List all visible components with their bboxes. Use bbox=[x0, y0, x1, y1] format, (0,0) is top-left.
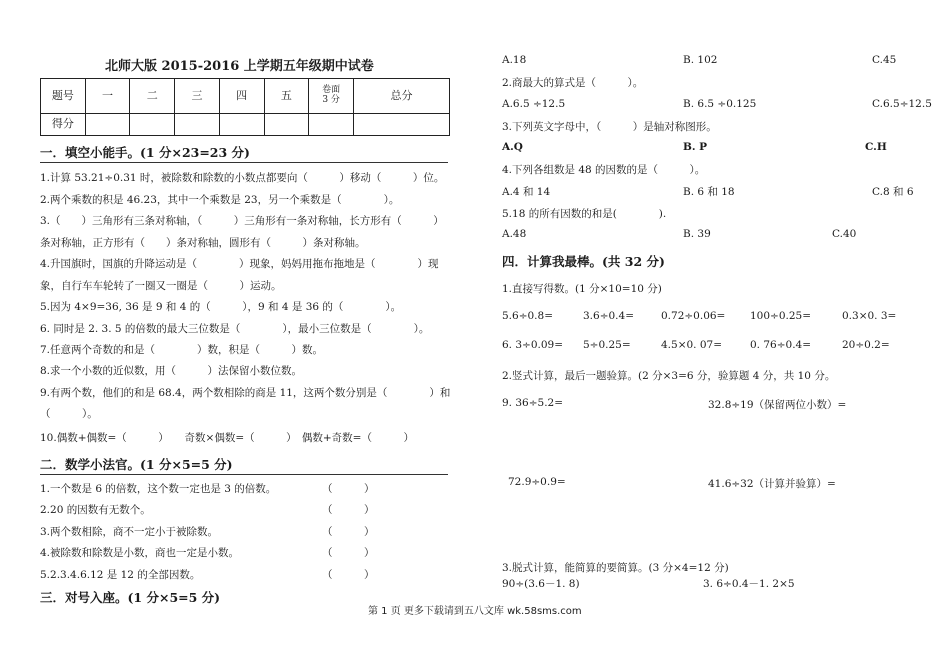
stepwise-calc-2: 3. 6÷0.4－1. 2×5 bbox=[703, 578, 795, 590]
score-table bbox=[40, 78, 450, 136]
choice-2-c: C.6.5÷12.5 bbox=[872, 98, 932, 110]
choice-3-c: C.H bbox=[865, 141, 887, 153]
calc-2-3: 4.5×0. 07= bbox=[661, 339, 723, 351]
choice-question-5: 5.18 的所有因数的和是( ). bbox=[502, 208, 667, 220]
choice-3-b: B. P bbox=[683, 141, 708, 153]
cell-label-question: 题号 bbox=[41, 79, 86, 114]
judge-item-1: 1.一个数是 6 的倍数，这个数一定也是 3 的倍数。 bbox=[40, 483, 277, 495]
vertical-calc-2: 32.8÷19（保留两位小数）= bbox=[708, 399, 847, 411]
cell-header-total: 总分 bbox=[354, 79, 450, 114]
calc-1-3: 0.72÷0.06= bbox=[661, 310, 726, 322]
judge-answer-2[interactable]: （ ） bbox=[322, 504, 375, 516]
choice-question-2: 2.商最大的算式是（ ）。 bbox=[502, 77, 644, 89]
calc-part-2: 2.竖式计算，最后一题验算。(2 分×3=6 分，验算题 4 分，共 10 分。 bbox=[502, 370, 836, 382]
score-value-row bbox=[41, 113, 450, 135]
section-1-rule bbox=[40, 162, 448, 163]
calc-1-2: 3.6÷0.4= bbox=[583, 310, 634, 322]
vertical-calc-4: 41.6÷32（计算并验算）= bbox=[708, 478, 836, 490]
judge-item-2: 2.20 的因数有无数个。 bbox=[40, 504, 151, 516]
section-2-rule bbox=[40, 474, 448, 475]
calc-part-1: 1.直接写得数。(1 分×10=10 分) bbox=[502, 283, 662, 295]
cell-header-3: 三 bbox=[175, 79, 220, 114]
neatness-label: 卷面 bbox=[322, 85, 341, 96]
section-2-heading: 二．数学小法官。(1 分×5=5 分) bbox=[40, 457, 233, 472]
judge-answer-1[interactable]: （ ） bbox=[322, 483, 375, 495]
neatness-points: 3 分 bbox=[322, 94, 340, 105]
question-5: 5.因为 4×9=36, 36 是 9 和 4 的（ ），9 和 4 是 36 的（ ）。 bbox=[40, 301, 402, 313]
cell-label-score: 得分 bbox=[41, 113, 86, 135]
question-1: 1.计算 53.21÷0.31 时，被除数和除数的小数点都要向（ ）移动（ ）位。 bbox=[40, 172, 445, 184]
judge-item-5: 5.2.3.4.6.12 是 12 的全部因数。 bbox=[40, 569, 201, 581]
question-2: 2.两个乘数的积是 46.23，其中一个乘数是 23，另一个乘数是（ ）。 bbox=[40, 194, 400, 206]
score-header-row bbox=[41, 79, 450, 114]
question-8: 8.求一个小数的近似数，用（ ）法保留小数位数。 bbox=[40, 365, 303, 377]
page-footer: 第 1 页 更多下载请到五八文库 wk.58sms.com bbox=[368, 606, 582, 617]
cell-header-5: 五 bbox=[264, 79, 309, 114]
score-cell[interactable] bbox=[85, 113, 130, 135]
stepwise-calc-1: 90÷(3.6－1. 8) bbox=[502, 578, 580, 590]
choice-5-a: A.48 bbox=[502, 228, 527, 240]
question-9-line-2: （ ）。 bbox=[40, 408, 98, 420]
judge-item-4: 4.被除数和除数是小数，商也一定是小数。 bbox=[40, 547, 240, 559]
calc-part-3: 3.脱式计算，能简算的要简算。(3 分×4=12 分) bbox=[502, 562, 729, 574]
choice-4-c: C.8 和 6 bbox=[872, 186, 914, 198]
question-10: 10.偶数+偶数=（ ） 奇数×偶数=（ ） 偶数+奇数=（ ） bbox=[40, 432, 414, 444]
question-6: 6. 同时是 2. 3. 5 的倍数的最大三位数是（ ），最小三位数是（ ）。 bbox=[40, 323, 430, 335]
calc-2-5: 20÷0.2= bbox=[842, 339, 890, 351]
calc-2-2: 5÷0.25= bbox=[583, 339, 631, 351]
score-cell[interactable] bbox=[219, 113, 264, 135]
question-7: 7.任意两个奇数的和是（ ）数，积是（ ）数。 bbox=[40, 344, 324, 356]
calc-1-5: 0.3×0. 3= bbox=[842, 310, 897, 322]
vertical-calc-1: 9. 36÷5.2= bbox=[502, 397, 564, 409]
section-3-clip bbox=[40, 588, 460, 605]
question-3-line-2: 条对称轴，正方形有（ ）条对称轴，圆形有（ ）条对称轴。 bbox=[40, 237, 366, 249]
judge-answer-4[interactable]: （ ） bbox=[322, 547, 375, 559]
section-1-heading: 一．填空小能手。(1 分×23=23 分) bbox=[40, 145, 250, 160]
section-3-heading: 三．对号入座。(1 分×5=5 分) bbox=[40, 590, 221, 605]
choice-4-a: A.4 和 14 bbox=[502, 186, 551, 198]
section-4-heading: 四．计算我最棒。(共 32 分) bbox=[502, 254, 665, 269]
cell-header-1: 一 bbox=[85, 79, 130, 114]
calc-1-4: 100÷0.25= bbox=[750, 310, 812, 322]
choice-question-3: 3.下列英文字母中，（ ）是轴对称图形。 bbox=[502, 121, 717, 133]
judge-item-3: 3.两个数相除，商不一定小于被除数。 bbox=[40, 526, 219, 538]
vertical-calc-3: 72.9÷0.9= bbox=[508, 476, 566, 488]
page-title: 北师大版 2015-2016 上学期五年级期中试卷 bbox=[105, 59, 374, 74]
choice-1-b: B. 102 bbox=[683, 54, 718, 66]
cell-header-neatness bbox=[309, 79, 354, 114]
judge-answer-5[interactable]: （ ） bbox=[322, 569, 375, 581]
question-4-line-2: 象，自行车车轮转了一圈又一圈是（ ）运动。 bbox=[40, 280, 282, 292]
choice-5-c: C.40 bbox=[832, 228, 857, 240]
choice-1-c: C.45 bbox=[872, 54, 897, 66]
choice-2-b: B. 6.5 ÷0.125 bbox=[683, 98, 757, 110]
judge-answer-3[interactable]: （ ） bbox=[322, 526, 375, 538]
question-3-line-1: 3.（ ）三角形有三条对称轴，（ ）三角形有一条对称轴，长方形有（ ） bbox=[40, 215, 444, 227]
calc-2-4: 0. 76÷0.4= bbox=[750, 339, 812, 351]
question-9-line-1: 9.有两个数，他们的和是 68.4，两个数相除的商是 11，这两个数分别是（ ）和 bbox=[40, 387, 451, 399]
calc-1-1: 5.6÷0.8= bbox=[502, 310, 553, 322]
score-cell[interactable] bbox=[309, 113, 354, 135]
choice-2-a: A.6.5 ÷12.5 bbox=[502, 98, 566, 110]
score-cell[interactable] bbox=[175, 113, 220, 135]
choice-4-b: B. 6 和 18 bbox=[683, 186, 735, 198]
score-cell[interactable] bbox=[130, 113, 175, 135]
question-4-line-1: 4.升国旗时，国旗的升降运动是（ ）现象，妈妈用拖布拖地是（ ）现 bbox=[40, 258, 439, 270]
cell-header-2: 二 bbox=[130, 79, 175, 114]
score-cell[interactable] bbox=[354, 113, 450, 135]
choice-5-b: B. 39 bbox=[683, 228, 711, 240]
choice-question-4: 4.下列各组数是 48 的因数的是（ ）。 bbox=[502, 164, 706, 176]
calc-2-1: 6. 3÷0.09= bbox=[502, 339, 564, 351]
choice-1-a: A.18 bbox=[502, 54, 527, 66]
choice-3-a: A.Q bbox=[502, 141, 523, 153]
score-cell[interactable] bbox=[264, 113, 309, 135]
cell-header-4: 四 bbox=[219, 79, 264, 114]
